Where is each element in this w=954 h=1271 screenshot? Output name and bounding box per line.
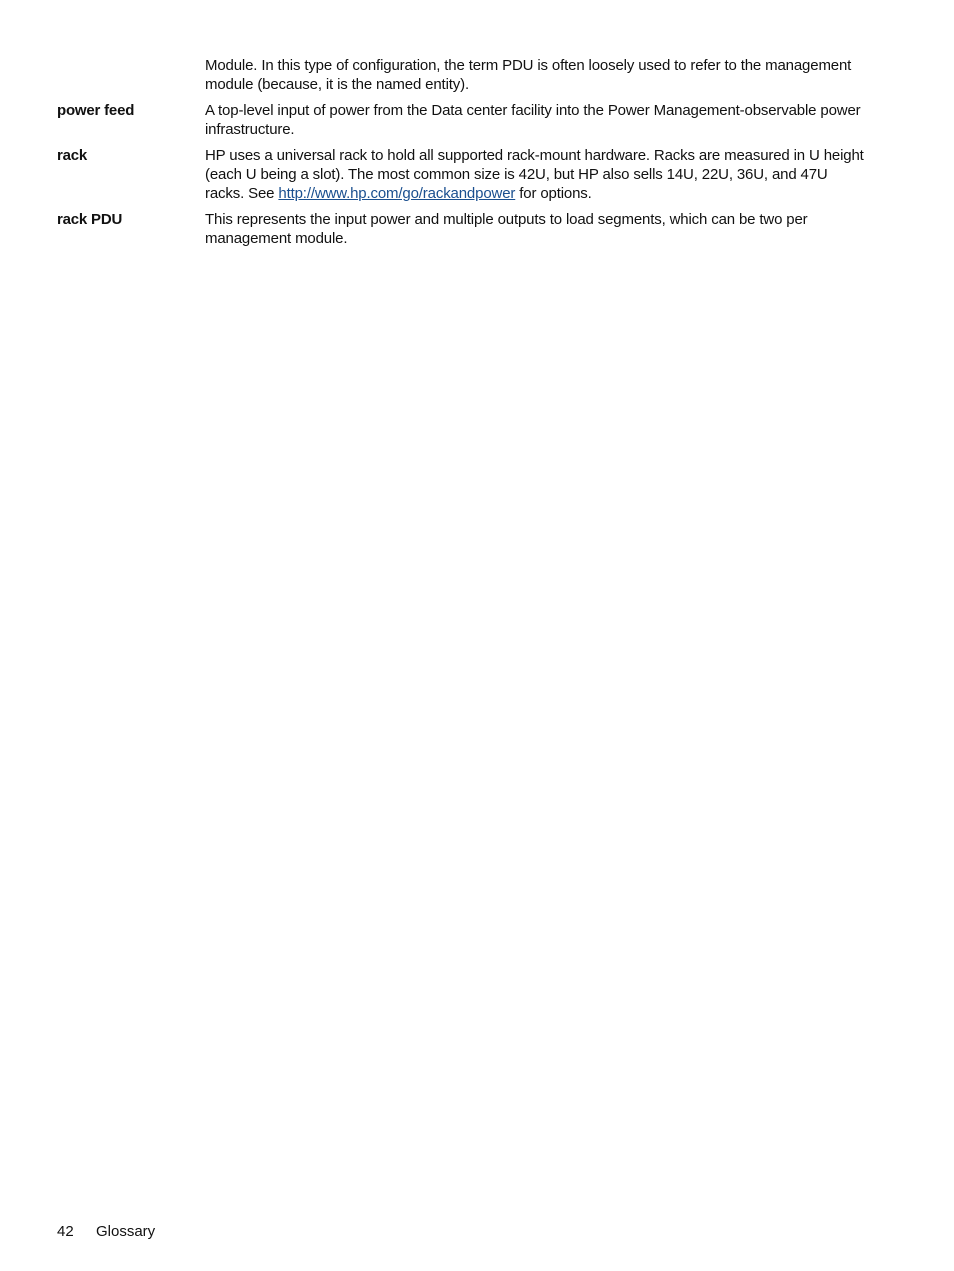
section-name: Glossary [96, 1223, 156, 1240]
glossary-definition [205, 56, 870, 94]
definition-text: This represents the input power and multiple outputs to load segments, which can be two per management module. [205, 211, 808, 247]
glossary-definition [205, 210, 870, 248]
glossary-term: power feed [57, 102, 135, 119]
glossary-entry-power-feed [57, 101, 887, 139]
glossary-definition [205, 101, 870, 139]
definition-text: HP uses a universal rack to hold all supported rack-mount hardware. Racks are measured in U height (each U being a slot). The most common size is 42U, but HP also sells 14U, 22U, 36U, and 47U racks. See [205, 147, 864, 202]
glossary-term: rack [57, 147, 88, 164]
page-number: 42 [57, 1223, 74, 1240]
rackandpower-link[interactable]: http://www.hp.com/go/rackandpower [278, 185, 516, 202]
page-footer [57, 1222, 155, 1241]
glossary-definition [205, 146, 870, 203]
definition-text: Module. In this type of configuration, the term PDU is often loosely used to refer to the management module (because, it is the named entity). [205, 57, 852, 93]
definition-text-after: for options. [515, 185, 592, 202]
glossary-entry-rack [57, 146, 887, 203]
glossary-term: rack PDU [57, 211, 123, 228]
glossary-entry-rack-pdu [57, 210, 887, 248]
definition-text: A top-level input of power from the Data center facility into the Power Management-observable power infrastructure. [205, 102, 861, 138]
glossary-list [57, 56, 887, 255]
glossary-entry-continued [57, 56, 887, 94]
